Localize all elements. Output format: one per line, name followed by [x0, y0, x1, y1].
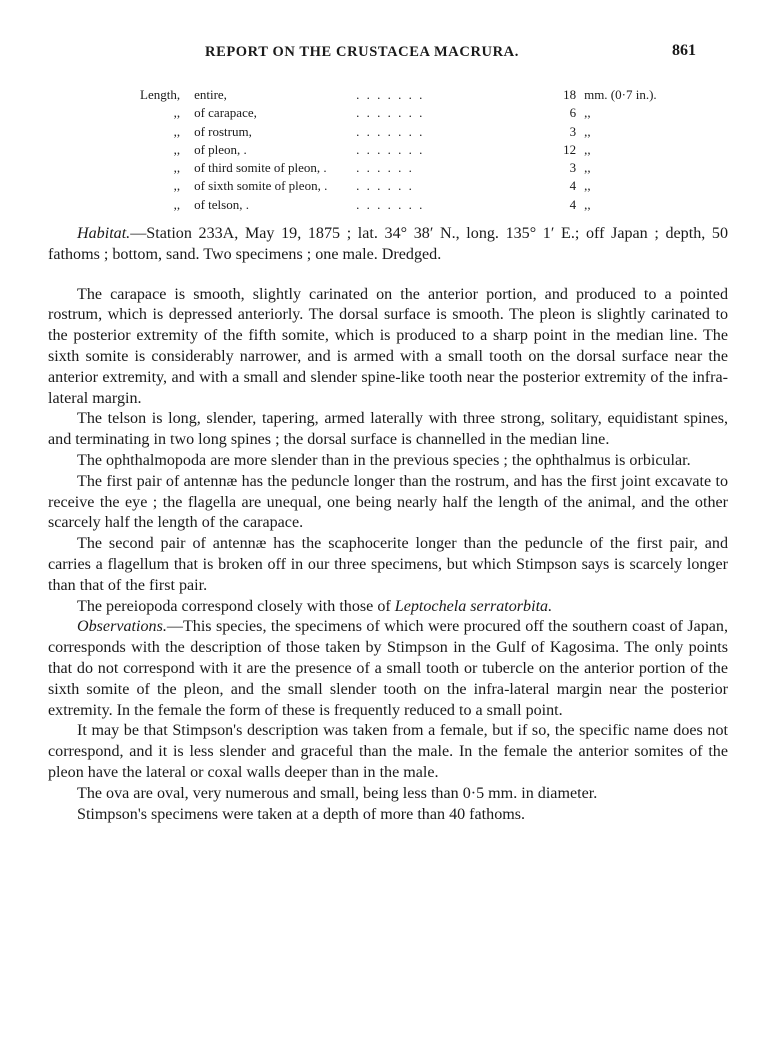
leader-dots: . . . . . . . — [356, 196, 425, 212]
measurement-prefix: ,, — [173, 141, 181, 157]
measurements-table — [140, 86, 684, 214]
measurement-prefix: ,, — [173, 196, 181, 212]
measurement-unit: ,, — [584, 105, 591, 121]
measurement-unit: mm. (0·7 in.). — [584, 87, 657, 102]
measurement-label: of sixth somite of pleon, . — [194, 178, 328, 194]
female-paragraph: It may be that Stimpson's description was taken from a female, but if so, the specific name does not correspond, and it is less slender and graceful than the male. In the female the anterior somites of the pleon have the lateral or coxal walls deeper than in the male. — [48, 722, 728, 781]
measurement-row — [140, 104, 684, 122]
species-name: Leptochela serratorbita. — [394, 597, 553, 615]
leader-dots: . . . . . . . — [356, 87, 425, 102]
measurement-row — [140, 177, 684, 195]
leader-dots: . . . . . . — [356, 178, 414, 194]
pereiopoda-paragraph — [48, 597, 728, 618]
measurement-prefix: Length, — [140, 87, 181, 102]
page-header — [0, 44, 776, 68]
leader-dots: . . . . . . . — [356, 123, 425, 139]
habitat-paragraph — [48, 224, 728, 266]
measurement-label: of rostrum, — [194, 123, 252, 139]
measurement-row — [140, 159, 684, 177]
measurement-row — [140, 196, 684, 214]
second-antennae-paragraph: The second pair of antennæ has the scaphocerite longer than the peduncle of the first pair, and carries a flagellum that is broken off in our three specimens, but which Stimpson says is scarcely longer than that of the first pair. — [48, 535, 728, 594]
telson-paragraph: The telson is long, slender, tapering, armed laterally with three strong, solitary, equidistant spines, and terminating in two long spines ; the dorsal surface is channelled in the median line. — [48, 410, 728, 449]
carapace-paragraph: The carapace is smooth, slightly carinated on the anterior portion, and produced to a pointed rostrum, which is depressed anteriorly. The dorsal surface is smooth. The pleon is slightly carinated to the posterior extremity of the fifth somite, which is produced to a sharp point in the median line. The sixth somite is considerably narrower, and is armed with a small tooth on the dorsal surface near the anterior extremity, and with a small and slender spine-like tooth near the posterior extremity of the infra-lateral margin. — [48, 285, 728, 407]
measurement-unit: ,, — [584, 123, 591, 139]
measurement-prefix: ,, — [173, 105, 181, 121]
measurement-label: of third somite of pleon, . — [194, 160, 327, 176]
measurement-value: 12 — [563, 141, 577, 157]
habitat-text: —Station 233A, May 19, 1875 ; lat. 34° 38′ N., long. 135° 1′ E.; off Japan ; depth, 50 fathoms ; bottom, sand. Two specimens ; one male. Dredged. — [48, 225, 728, 263]
measurement-row — [140, 141, 684, 159]
body-text — [48, 224, 728, 825]
ophthalmopoda-paragraph: The ophthalmopoda are more slender than in the previous species ; the ophthalmus is orbicular. — [77, 451, 691, 469]
pereiopoda-text: The pereiopoda correspond closely with those of — [77, 597, 395, 615]
measurement-value: 4 — [569, 196, 577, 212]
measurement-label: of carapace, — [194, 105, 257, 121]
page-number: 861 — [672, 42, 696, 59]
measurement-unit: ,, — [584, 196, 591, 212]
measurement-value: 18 — [563, 87, 577, 102]
first-antennae-paragraph: The first pair of antennæ has the peduncle longer than the rostrum, and has the first joint excavate to receive the eye ; the flagella are unequal, one being nearly half the length of the animal, and the other scarcely half the length of the carapace. — [48, 472, 728, 532]
observations-paragraph — [48, 617, 728, 721]
leader-dots: . . . . . . — [356, 160, 414, 176]
measurement-row — [140, 86, 684, 104]
measurement-unit: ,, — [584, 160, 591, 176]
measurement-value: 4 — [569, 178, 577, 194]
measurement-value: 3 — [569, 160, 577, 176]
measurement-value: 3 — [569, 123, 577, 139]
measurement-unit: ,, — [584, 141, 591, 157]
leader-dots: . . . . . . . — [356, 141, 425, 157]
measurement-label: entire, — [194, 87, 227, 102]
measurement-label: of telson, . — [194, 196, 249, 212]
measurement-unit: ,, — [584, 178, 591, 194]
observations-label: Observations. — [77, 618, 167, 636]
leader-dots: . . . . . . . — [356, 105, 425, 121]
measurement-prefix: ,, — [173, 160, 181, 176]
measurement-label: of pleon, . — [194, 141, 247, 157]
depth-paragraph: Stimpson's specimens were taken at a depth of more than 40 fathoms. — [77, 805, 526, 823]
ova-paragraph: The ova are oval, very numerous and small, being less than 0·5 mm. in diameter. — [77, 784, 598, 802]
measurement-prefix: ,, — [173, 123, 181, 139]
measurement-prefix: ,, — [173, 178, 181, 194]
measurement-value: 6 — [569, 105, 577, 121]
habitat-label: Habitat. — [77, 225, 131, 242]
running-title: REPORT ON THE CRUSTACEA MACRURA. — [205, 44, 519, 60]
observations-text: —This species, the specimens of which were procured off the southern coast of Japan, corresponds with the description of those taken by Stimpson in the Gulf of Kagosima. The only points that do not correspond with it are the presence of a small tooth or tubercle on the anterior portion of the sixth somite of the pleon, and the small slender tooth on the infra-lateral margin near the posterior extremity. In the female the form of these is frequently reduced to a small point. — [48, 618, 728, 719]
measurement-row — [140, 123, 684, 141]
